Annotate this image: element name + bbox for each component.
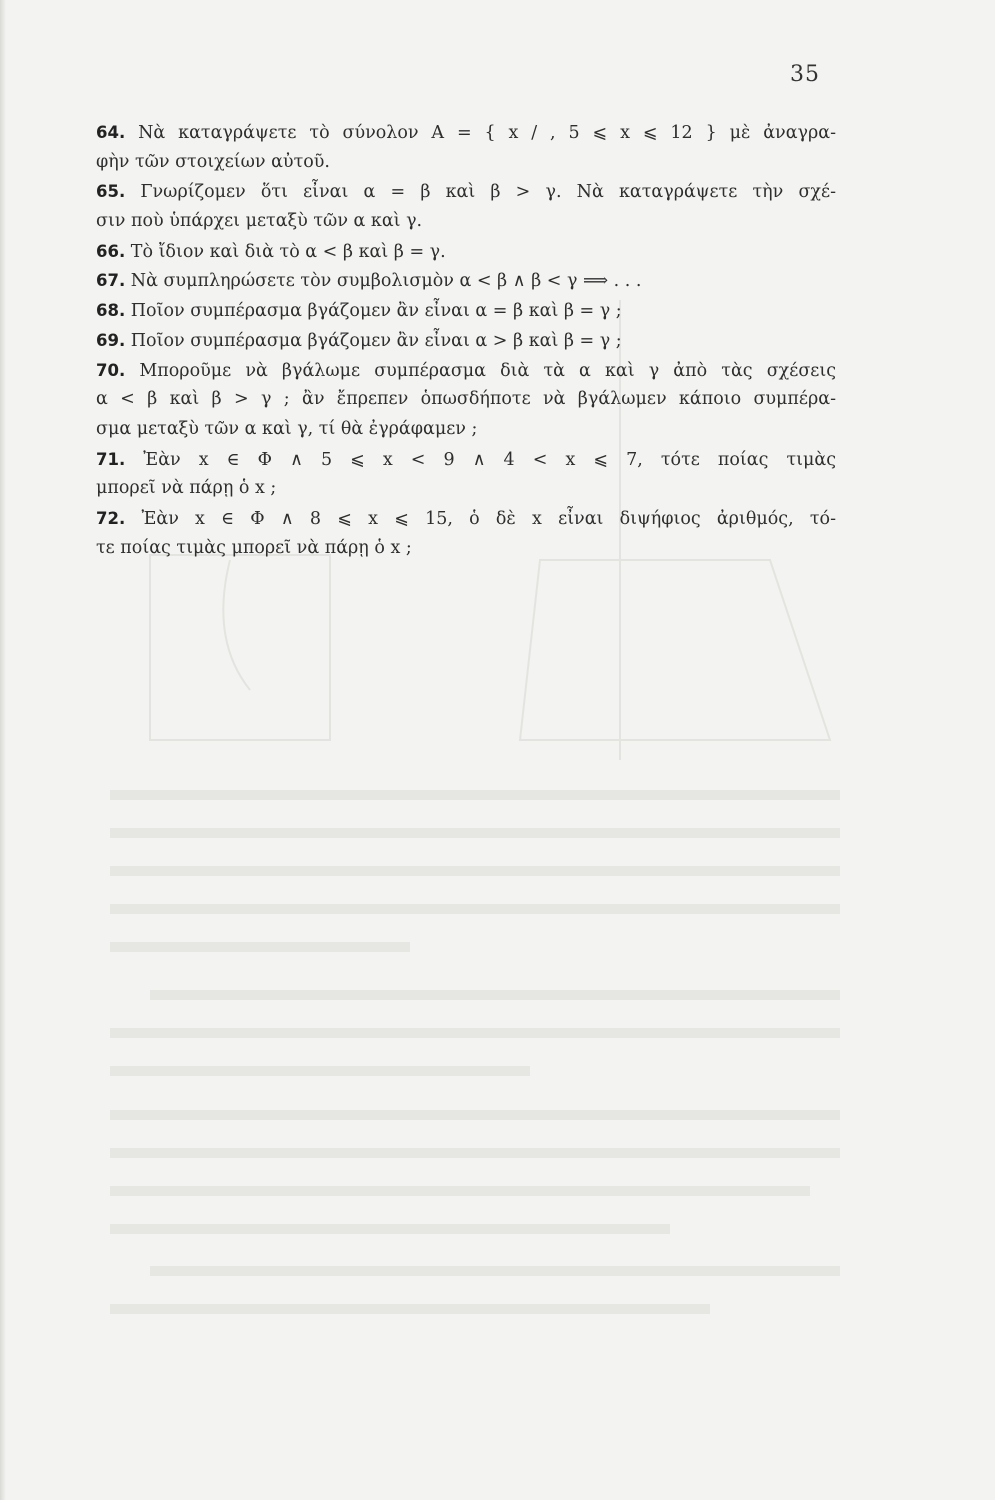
- exercise-number: 72.: [96, 508, 126, 528]
- exercise-number: 69.: [96, 330, 126, 350]
- exercise-line: [96, 326, 836, 356]
- exercise-text: σμα μεταξὺ τῶν α καὶ γ, τί θὰ ἐγράφαμεν ;: [96, 418, 478, 439]
- exercise-number: 67.: [96, 271, 126, 291]
- exercise-line: [96, 474, 836, 504]
- exercise-list: [96, 118, 836, 563]
- exercise-text: Ἐὰν x ∈ Φ ∧ 5 ⩽ x < 9 ∧ 4 < x ⩽ 7, τότε ποίας τιμὰς: [125, 449, 836, 470]
- exercise-line: [96, 266, 836, 296]
- exercise-text: φὴν τῶν στοιχείων αὐτοῦ.: [96, 151, 330, 172]
- exercise-text: Γνωρίζομεν ὅτι εἶναι α = β καὶ β > γ. Νὰ καταγράψετε τὴν σχέ-: [125, 182, 836, 203]
- exercise-line: [96, 118, 836, 148]
- exercise-line: [96, 385, 836, 415]
- exercise-text: Μποροῦμε νὰ βγάλωμε συμπέρασμα διὰ τὰ α καὶ γ ἀπὸ τὰς σχέσεις: [125, 360, 836, 381]
- exercise-number: 71.: [96, 449, 126, 469]
- exercise-69: [96, 326, 836, 356]
- exercise-number: 66.: [96, 241, 126, 261]
- exercise-64: [96, 118, 836, 177]
- exercise-line: [96, 177, 836, 207]
- exercise-text: τε ποίας τιμὰς μπορεῖ νὰ πάρῃ ὁ x ;: [96, 537, 412, 558]
- exercise-67: [96, 266, 836, 296]
- exercise-text: σιν ποὺ ὑπάρχει μεταξὺ τῶν α καὶ γ.: [96, 211, 423, 232]
- page-number: 35: [790, 62, 820, 87]
- exercise-65: [96, 177, 836, 236]
- exercise-number: 70.: [96, 360, 126, 380]
- exercise-line: [96, 415, 836, 445]
- exercise-line: [96, 445, 836, 475]
- exercise-71: [96, 445, 836, 504]
- exercise-text: Τὸ ἴδιον καὶ διὰ τὸ α < β καὶ β = γ.: [125, 241, 446, 262]
- exercise-number: 65.: [96, 182, 126, 202]
- exercise-text: Ποῖον συμπέρασμα βγάζομεν ἂν εἶναι α = β καὶ β = γ ;: [125, 301, 622, 322]
- exercise-text: α < β καὶ β > γ ; ἂν ἔπρεπεν ὁπωσδήποτε νὰ βγάλωμεν κάποιο συμπέρα-: [96, 389, 836, 410]
- exercise-66: [96, 237, 836, 267]
- exercise-line: [96, 296, 836, 326]
- exercise-text: μπορεῖ νὰ πάρῃ ὁ x ;: [96, 478, 277, 499]
- exercise-72: [96, 504, 836, 563]
- exercise-line: [96, 237, 836, 267]
- exercise-68: [96, 296, 836, 326]
- exercise-line: [96, 504, 836, 534]
- exercise-text: Ποῖον συμπέρασμα βγάζομεν ἂν εἶναι α > β καὶ β = γ ;: [125, 330, 622, 351]
- exercise-text: Νὰ συμπληρώσετε τὸν συμβολισμὸν α < β ∧ β < γ ⟹ . . .: [125, 271, 642, 292]
- exercise-line: [96, 356, 836, 386]
- exercise-70: [96, 356, 836, 445]
- exercise-text: Νὰ καταγράψετε τὸ σύνολον Α = { x / , 5 ⩽ x ⩽ 12 } μὲ ἀναγρα-: [125, 123, 836, 143]
- exercise-line: [96, 148, 836, 178]
- exercise-number: 64.: [96, 123, 126, 142]
- exercise-text: Ἐὰν x ∈ Φ ∧ 8 ⩽ x ⩽ 15, ὁ δὲ x εἶναι διψήφιος ἀριθμός, τό-: [125, 508, 836, 529]
- exercise-line: [96, 207, 836, 237]
- exercise-number: 68.: [96, 301, 126, 321]
- exercise-line: [96, 534, 836, 564]
- page-binding-shadow: [0, 0, 6, 1500]
